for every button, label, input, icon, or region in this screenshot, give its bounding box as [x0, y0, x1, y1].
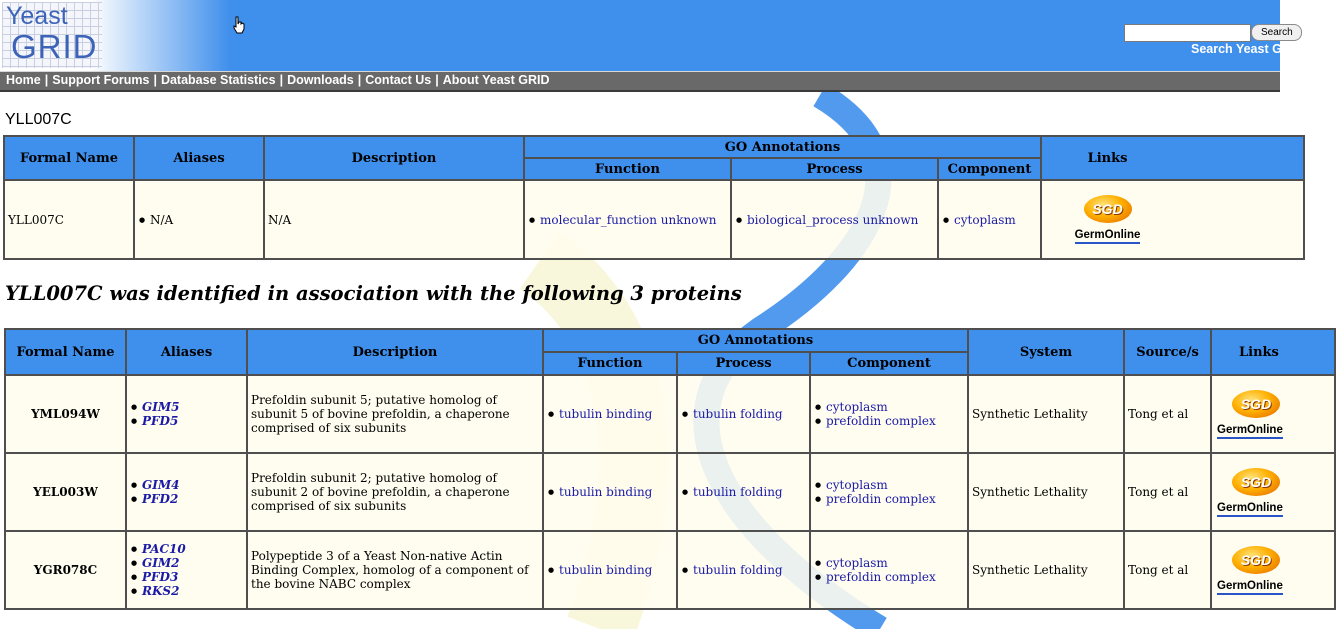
sgd-logo-link[interactable]: SGD [1084, 195, 1132, 223]
description-cell: Polypeptide 3 of a Yeast Non-native Actin Binding Complex, homolog of a component of the bovine NABC complex [247, 531, 543, 609]
nav-bar [0, 71, 1280, 92]
germonline-logo-link[interactable]: GermOnline [1217, 424, 1283, 439]
description-cell: N/A [264, 180, 524, 259]
header-description: Description [247, 329, 543, 375]
function-cell [543, 375, 677, 453]
hand-cursor-icon [232, 16, 246, 34]
links-cell [1041, 180, 1304, 259]
table-row [5, 531, 1335, 609]
nav-separator: | [153, 73, 157, 87]
search-caption: Search Yeast GRID [1191, 42, 1304, 56]
header-links [1211, 329, 1335, 375]
links-cell [1211, 531, 1335, 609]
component-link[interactable]: ● cytoplasm [815, 400, 967, 414]
system-cell: Synthetic Lethality [968, 531, 1124, 609]
nav-link-database-statistics[interactable]: Database Statistics [160, 73, 276, 87]
interactions-table [4, 328, 1336, 610]
header-function: Function [543, 352, 677, 375]
links-cell [1211, 375, 1335, 453]
germonline-logo-link[interactable]: GermOnline [1217, 502, 1283, 517]
yeast-grid-logo[interactable] [2, 2, 102, 68]
component-link[interactable]: ● prefoldin complex [815, 492, 967, 506]
site-header [0, 0, 1304, 71]
alias-link[interactable]: ● GIM5 [131, 400, 246, 414]
alias-item: ● N/A [139, 213, 263, 227]
aliases-cell [126, 531, 247, 609]
source-link[interactable]: Tong et al [1124, 375, 1211, 453]
formal-name-cell: YLL007C [4, 180, 134, 259]
table-row [5, 453, 1335, 531]
search-input[interactable] [1124, 24, 1251, 42]
component-cell [810, 375, 968, 453]
component-link[interactable]: ● cytoplasm [943, 213, 1040, 227]
function-link[interactable]: ● tubulin binding [548, 563, 676, 577]
germonline-logo-link[interactable]: GermOnline [1075, 229, 1141, 244]
header-system: System [968, 329, 1124, 375]
aliases-cell [126, 375, 247, 453]
alias-link[interactable]: ● PAC10 [131, 542, 246, 556]
component-link[interactable]: ● cytoplasm [815, 478, 967, 492]
system-cell: Synthetic Lethality [968, 453, 1124, 531]
header-aliases: Aliases [126, 329, 247, 375]
nav-separator: | [279, 73, 284, 87]
header-component: Component [938, 158, 1041, 180]
nav-link-contact-us[interactable]: Contact Us [365, 73, 432, 87]
function-cell [543, 531, 677, 609]
nav-links [6, 73, 549, 87]
header-links [1041, 136, 1304, 180]
header-links-label: Links [1239, 344, 1279, 360]
nav-link-home[interactable]: Home [6, 73, 41, 87]
nav-separator: | [435, 73, 439, 87]
formal-name-link[interactable]: YEL003W [5, 453, 126, 531]
alias-link[interactable]: ● RKS2 [131, 584, 246, 598]
alias-link[interactable]: ● PFD3 [131, 570, 246, 584]
source-link[interactable]: Tong et al [1124, 453, 1211, 531]
header-process: Process [731, 158, 938, 180]
component-cell [810, 531, 968, 609]
source-link[interactable]: Tong et al [1124, 531, 1211, 609]
header-sources: Source/s [1124, 329, 1211, 375]
header-go-annotations: GO Annotations [524, 136, 1041, 158]
process-link[interactable]: ● biological_process unknown [736, 213, 937, 227]
process-cell [677, 375, 810, 453]
page-title: YLL007C [5, 111, 72, 128]
aliases-cell [126, 453, 247, 531]
header-links-label: Links [1087, 150, 1128, 166]
sgd-logo-link[interactable]: SGD [1232, 468, 1280, 496]
alias-link[interactable]: ● PFD5 [131, 414, 246, 428]
table-row [4, 180, 1304, 259]
component-link[interactable]: ● cytoplasm [815, 556, 967, 570]
sgd-logo-link[interactable]: SGD [1232, 546, 1280, 574]
nav-link-about[interactable]: About Yeast GRID [442, 73, 550, 87]
links-cell [1211, 453, 1335, 531]
function-link[interactable]: ● tubulin binding [548, 485, 676, 499]
header-formal-name: Formal Name [4, 136, 134, 180]
nav-link-support-forums[interactable]: Support Forums [52, 73, 150, 87]
function-link[interactable]: ● tubulin binding [548, 407, 676, 421]
header-function: Function [524, 158, 731, 180]
logo-text-grid: GRID [11, 28, 98, 65]
function-cell [524, 180, 731, 259]
process-link[interactable]: ● tubulin folding [682, 563, 809, 577]
component-cell [810, 453, 968, 531]
alias-link[interactable]: ● PFD2 [131, 492, 246, 506]
component-link[interactable]: ● prefoldin complex [815, 570, 967, 584]
table-row [5, 375, 1335, 453]
description-cell: Prefoldin subunit 5; putative homolog of subunit 5 of bovine prefoldin, a chaperone comprised of six subunits [247, 375, 543, 453]
nav-separator: | [44, 73, 49, 87]
header-process: Process [677, 352, 810, 375]
nav-separator: | [357, 73, 362, 87]
process-cell [731, 180, 938, 259]
function-link[interactable]: ● molecular_function unknown [529, 213, 730, 227]
process-link[interactable]: ● tubulin folding [682, 407, 809, 421]
header-go-annotations: GO Annotations [543, 329, 968, 352]
nav-link-downloads[interactable]: Downloads [287, 73, 354, 87]
section-heading: YLL007C was identified in association with the following 3 proteins [5, 282, 742, 305]
header-description: Description [264, 136, 524, 180]
function-cell [543, 453, 677, 531]
search-button[interactable]: Search [1251, 24, 1302, 41]
aliases-cell [134, 180, 264, 259]
logo-text-yeast: Yeast [6, 2, 68, 30]
system-cell: Synthetic Lethality [968, 375, 1124, 453]
header-formal-name: Formal Name [5, 329, 126, 375]
header-aliases: Aliases [134, 136, 264, 180]
process-cell [677, 453, 810, 531]
alias-link[interactable]: ● GIM4 [131, 478, 246, 492]
process-link[interactable]: ● tubulin folding [682, 485, 809, 499]
formal-name-link[interactable]: YGR078C [5, 531, 126, 609]
description-cell: Prefoldin subunit 2; putative homolog of subunit 2 of bovine prefoldin, a chaperone comprised of six subunits [247, 453, 543, 531]
alias-link[interactable]: ● GIM2 [131, 556, 246, 570]
header-component: Component [810, 352, 968, 375]
gene-info-table [3, 135, 1305, 260]
formal-name-link[interactable]: YML094W [5, 375, 126, 453]
sgd-logo-link[interactable]: SGD [1232, 390, 1280, 418]
germonline-logo-link[interactable]: GermOnline [1217, 580, 1283, 595]
component-link[interactable]: ● prefoldin complex [815, 414, 967, 428]
process-cell [677, 531, 810, 609]
